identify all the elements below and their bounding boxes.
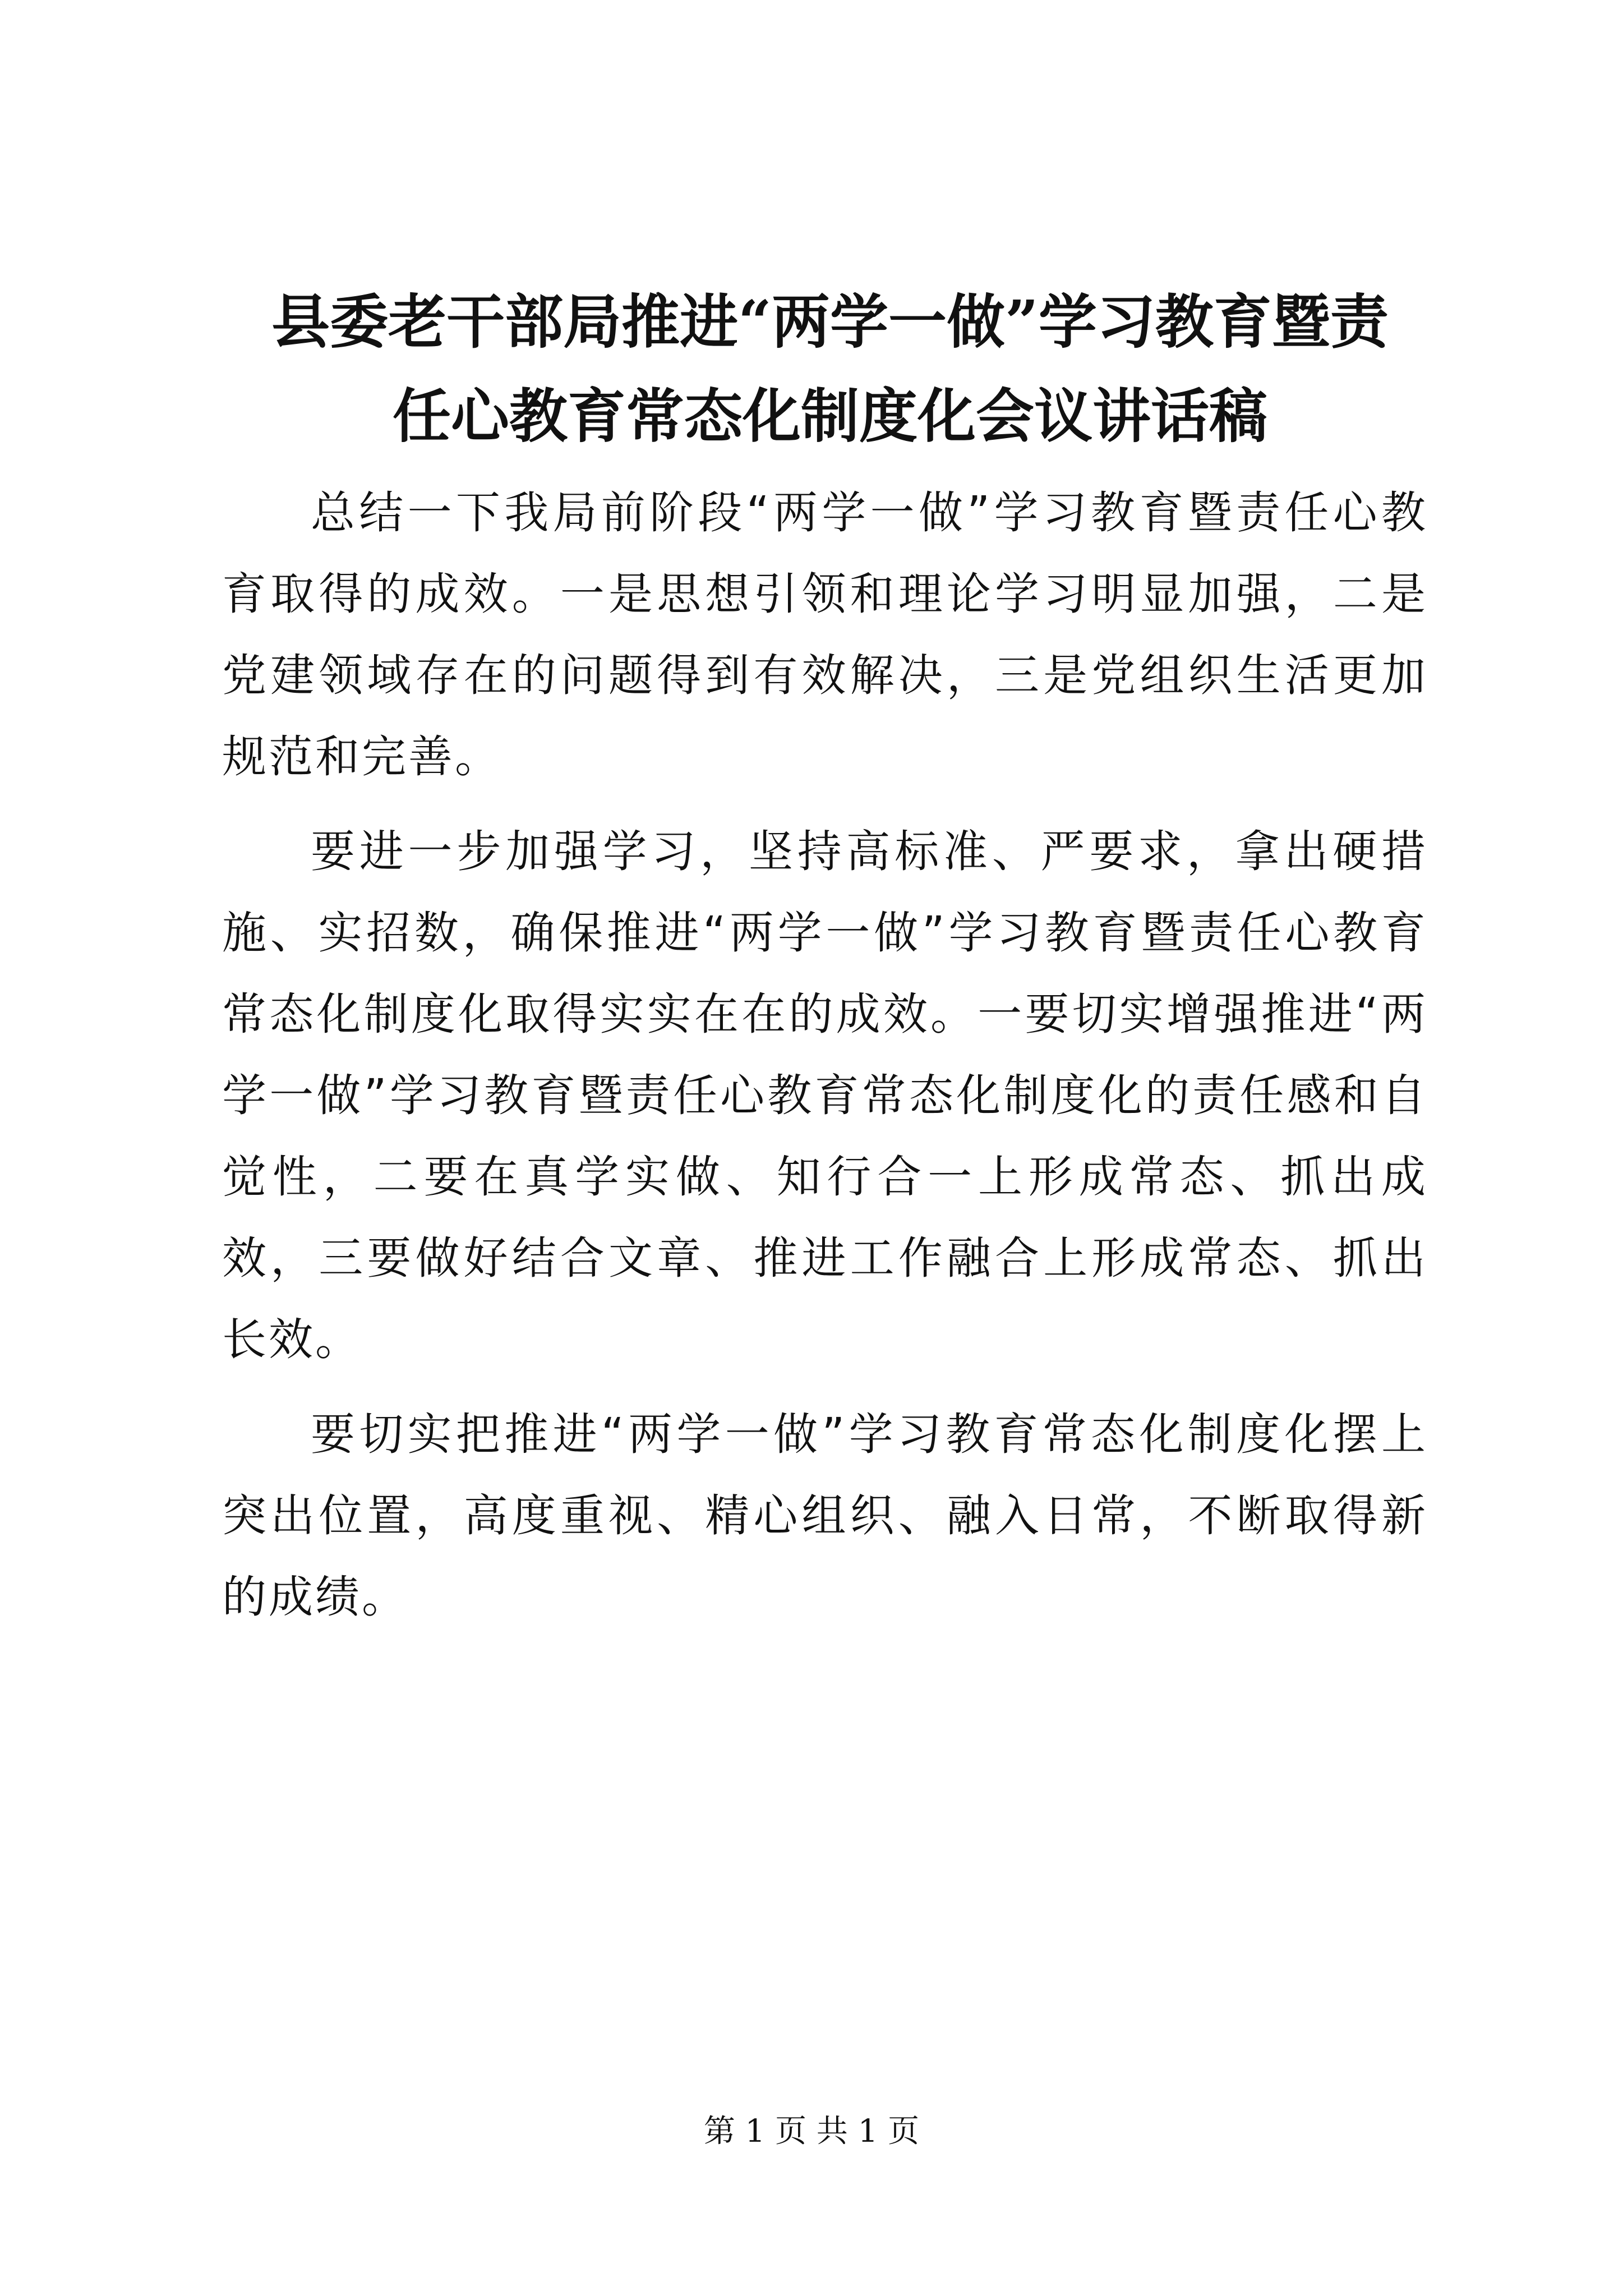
document-body xyxy=(222,472,1428,1651)
title-line-1: 县委老干部局推进“两学一做”学习教育暨责 xyxy=(271,287,1389,356)
paragraph-2: 要进一步加强学习，坚持高标准、严要求，拿出硬措施、实招数，确保推进“两学一做”学习教育暨责任心教育常态化制度化取得实实在在的成效。一要切实增强推进“两学一做”学习教育暨责任心教育常态化制度化的责任感和自觉性，二要在真学实做、知行合一上形成常态、抓出成效，三要做好结合文章、推进工作融合上形成常态、抓出长效。 xyxy=(222,826,1428,1365)
paragraph-3: 要切实把推进“两学一做”学习教育常态化制度化摆上突出位置，高度重视、精心组织、融入日常，不断取得新的成绩。 xyxy=(222,1409,1428,1623)
page-number-footer: 第 1 页 共 1 页 xyxy=(703,2113,920,2150)
title-line-2: 任心教育常态化制度化会议讲话稿 xyxy=(392,381,1267,450)
paragraph-1: 总结一下我局前阶段“两学一做”学习教育暨责任心教育取得的成效。一是思想引领和理论学习明显加强，二是党建领域存在的问题得到有效解决，三是党组织生活更加规范和完善。 xyxy=(222,487,1428,783)
document-title xyxy=(213,275,1447,463)
